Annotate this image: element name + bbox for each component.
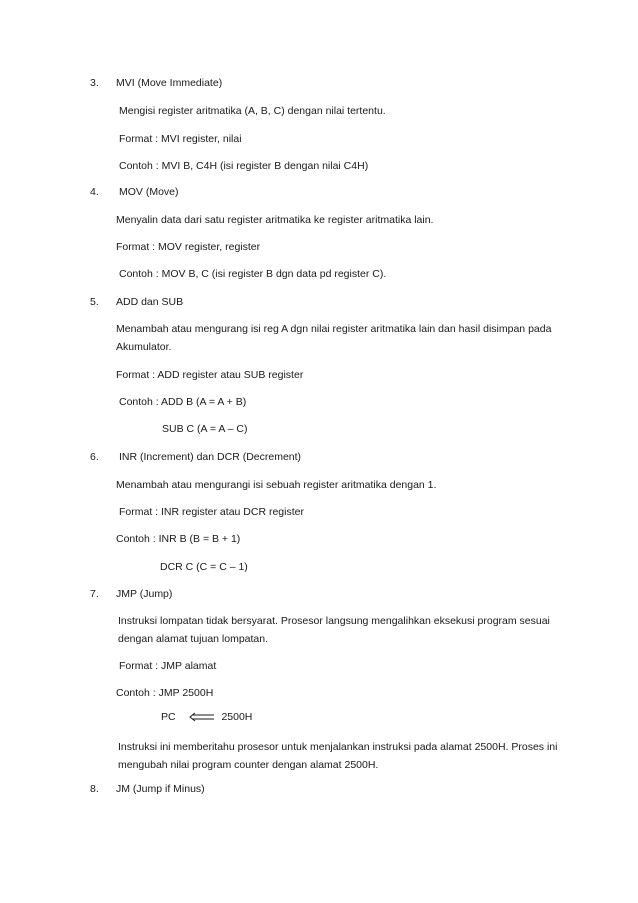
item-4-title: MOV (Move) bbox=[119, 186, 179, 198]
pc-target-address: 2500H bbox=[221, 711, 253, 724]
item-4-description: Menyalin data dari satu register aritmatika ke register aritmatika lain. bbox=[116, 214, 434, 226]
item-6-number: 6. bbox=[90, 451, 99, 463]
item-4-example: Contoh : MOV B, C (isi register B dgn data pd register C). bbox=[119, 268, 387, 280]
item-5-description: Menambah atau mengurang isi reg A dgn nilai register aritmatika lain dan hasil disimpan pada Akumulator. bbox=[116, 323, 552, 353]
item-7-title: JMP (Jump) bbox=[116, 588, 173, 600]
item-6-format: Format : INR register atau DCR register bbox=[119, 506, 304, 518]
item-5-title: ADD dan SUB bbox=[116, 296, 184, 308]
item-5-example-2: SUB C (A = A – C) bbox=[162, 423, 248, 435]
item-8-number: 8. bbox=[90, 783, 99, 795]
item-6-description: Menambah atau mengurangi isi sebuah register aritmatika dengan 1. bbox=[116, 479, 437, 491]
item-6-title: INR (Increment) dan DCR (Decrement) bbox=[119, 451, 302, 463]
item-4-format: Format : MOV register, register bbox=[116, 241, 261, 253]
item-5-format: Format : ADD register atau SUB register bbox=[116, 369, 304, 381]
item-6-example: Contoh : INR B (B = B + 1) bbox=[116, 533, 241, 545]
item-3-example: Contoh : MVI B, C4H (isi register B dengan nilai C4H) bbox=[119, 160, 369, 172]
item-3-format: Format : MVI register, nilai bbox=[119, 133, 242, 145]
pc-label: PC bbox=[161, 711, 176, 724]
item-8-title: JM (Jump if Minus) bbox=[116, 783, 205, 795]
pc-assignment bbox=[161, 710, 252, 724]
item-4-number: 4. bbox=[90, 186, 99, 198]
item-3-number: 3. bbox=[90, 77, 99, 89]
item-3-title: MVI (Move Immediate) bbox=[116, 77, 223, 89]
item-7-explanation: Instruksi ini memberitahu prosesor untuk menjalankan instruksi pada alamat 2500H. Proses ini mengubah nilai program counter dengan alamat 2500H. bbox=[118, 741, 558, 771]
item-3-description: Mengisi register aritmatika (A, B, C) dengan nilai tertentu. bbox=[119, 105, 386, 117]
item-7-description: Instruksi lompatan tidak bersyarat. Prosesor langsung mengalihkan eksekusi program sesuai dengan alamat tujuan lompatan. bbox=[118, 615, 550, 645]
item-7-format: Format : JMP alamat bbox=[119, 660, 217, 672]
item-7-example: Contoh : JMP 2500H bbox=[116, 687, 214, 699]
item-5-number: 5. bbox=[90, 296, 99, 308]
double-left-arrow-icon bbox=[189, 712, 215, 722]
item-5-example: Contoh : ADD B (A = A + B) bbox=[119, 396, 247, 408]
item-7-number: 7. bbox=[90, 588, 99, 600]
item-6-example-2: DCR C (C = C – 1) bbox=[160, 561, 248, 573]
